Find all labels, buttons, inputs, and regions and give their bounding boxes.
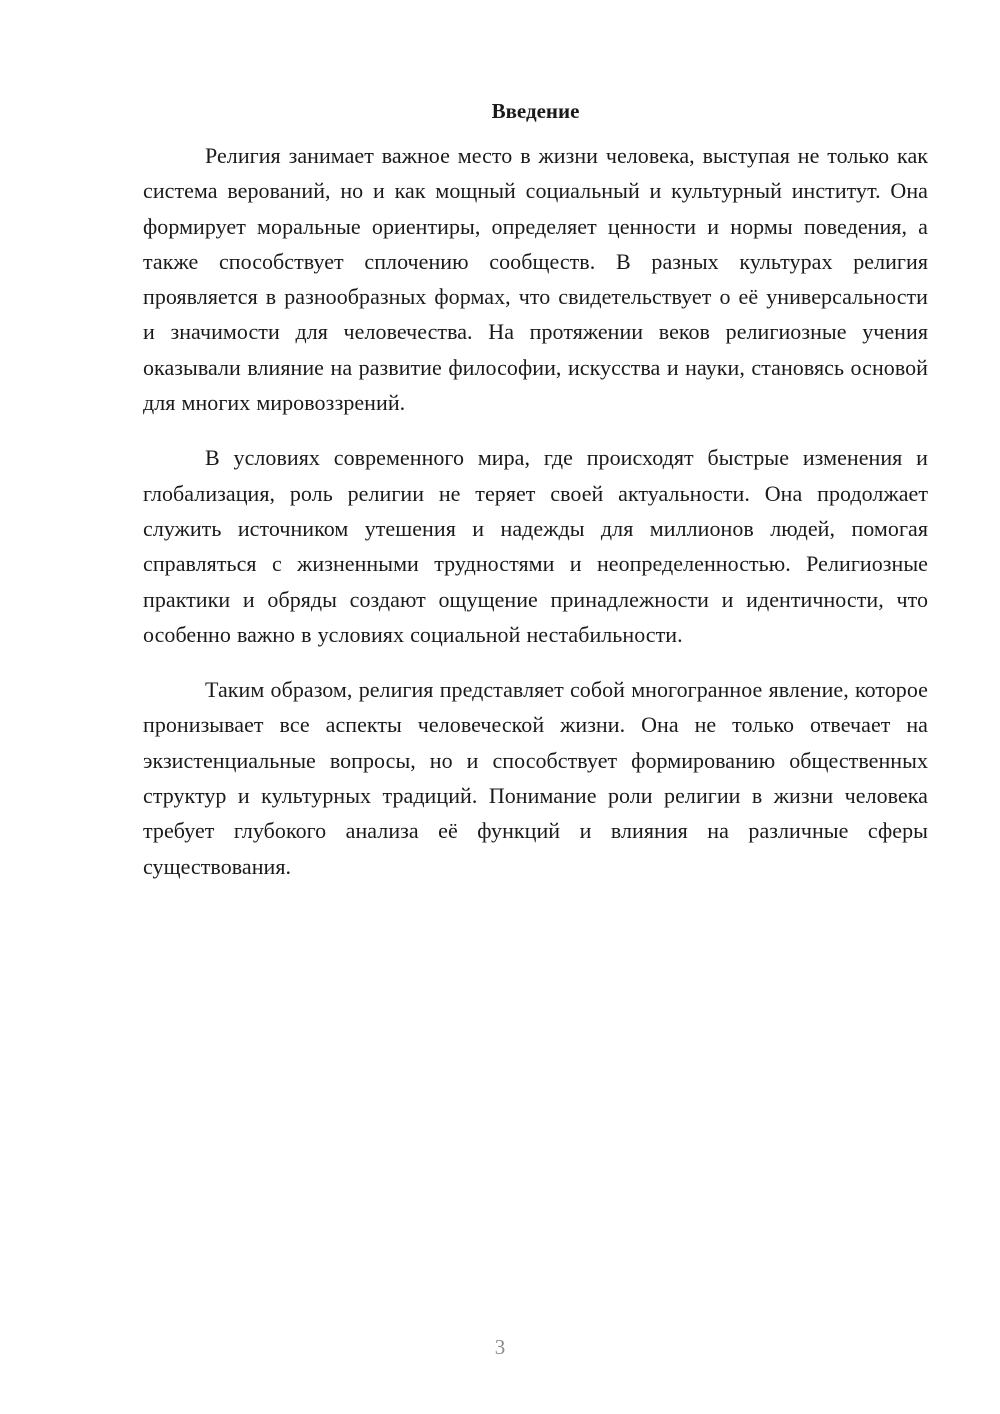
page-content (143, 94, 928, 904)
page-number: 3 (494, 1335, 506, 1359)
paragraph-2: В условиях современного мира, где происходят быстрые изменения и глобализация, роль религии не теряет своей актуальности. Она продолжает служить источником утешения и надежды для миллионов людей, помогая справляться с жизненными трудностями и неопределенностью. Религиозные практики и обряды создают ощущение принадлежности и идентичности, что особенно важно в условиях социальной нестабильности. (143, 445, 928, 647)
section-heading: Введение (491, 99, 580, 123)
paragraph-3: Таким образом, религия представляет собой многогранное явление, которое пронизывает все аспекты человеческой жизни. Она не только отвечает на экзистенциальные вопросы, но и способствует формированию общественных структур и культурных традиций. Понимание роли религии в жизни человека требует глубокого анализа её функций и влияния на различные сферы существования. (143, 677, 928, 879)
paragraph-1: Религия занимает важное место в жизни человека, выступая не только как система верований, но и как мощный социальный и культурный институт. Она формирует моральные ориентиры, определяет ценности и нормы поведения, а также способствует сплочению сообществ. В разных культурах религия проявляется в разнообразных формах, что свидетельствует о её универсальности и значимости для человечества. На протяжении веков религиозные учения оказывали влияние на развитие философии, искусства и науки, становясь основой для многих мировоззрений. (143, 143, 928, 416)
